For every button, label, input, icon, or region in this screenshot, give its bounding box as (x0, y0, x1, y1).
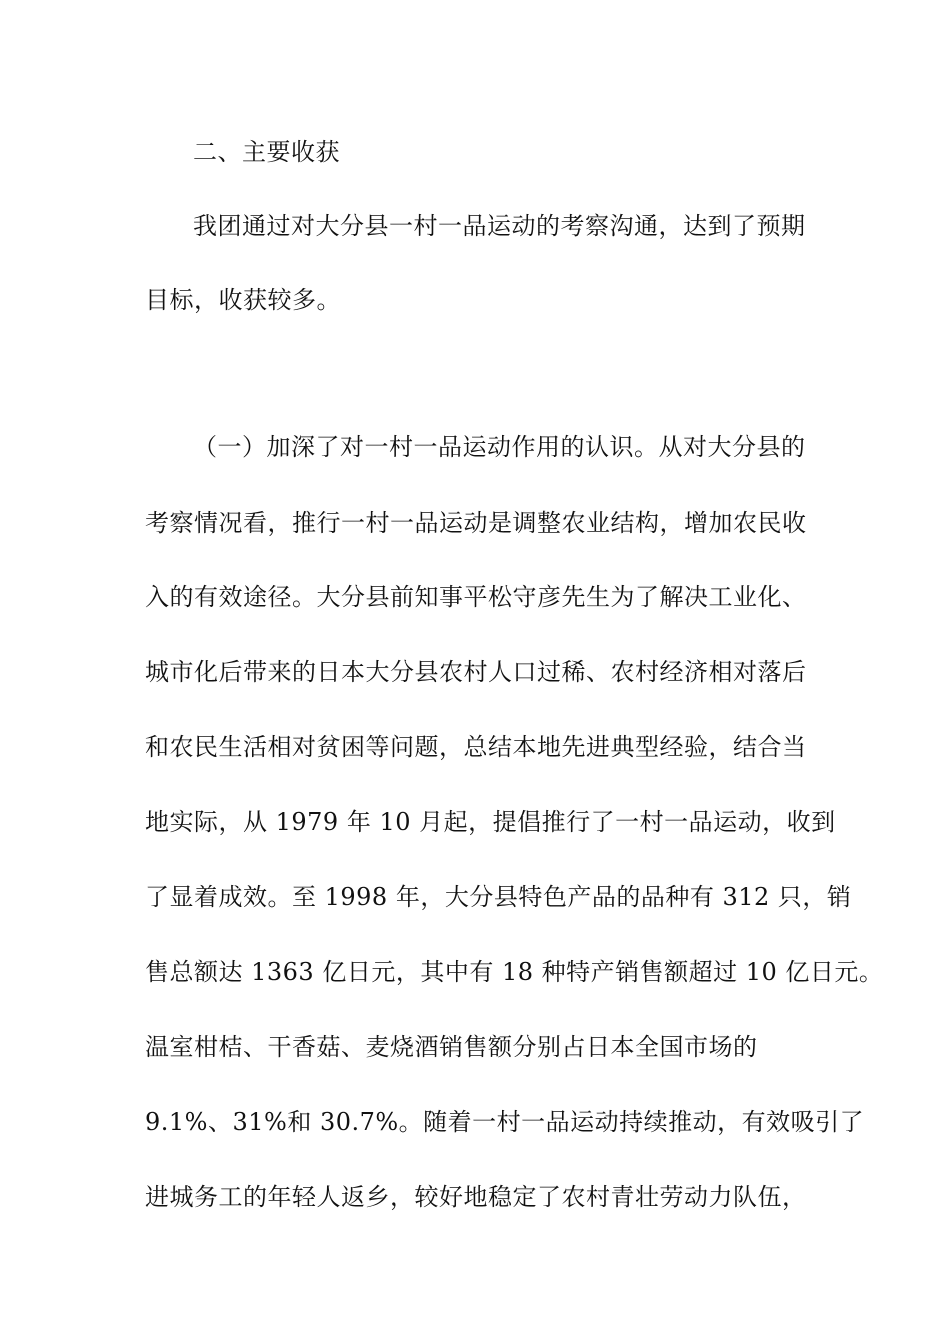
paragraph-line: （一）加深了对一村一品运动作用的认识。从对大分县的 (193, 433, 806, 461)
paragraph-line: 和农民生活相对贫困等问题，总结本地先进典型经验，结合当 (145, 733, 807, 761)
paragraph-line: 城市化后带来的日本大分县农村人口过稀、农村经济相对落后 (145, 658, 807, 686)
section-heading: 二、主要收获 (193, 138, 340, 166)
paragraph-line: 考察情况看，推行一村一品运动是调整农业结构，增加农民收 (145, 509, 807, 537)
paragraph-line: 入的有效途径。大分县前知事平松守彦先生为了解决工业化、 (145, 583, 807, 611)
intro-line: 目标，收获较多。 (145, 286, 341, 314)
paragraph-line: 9.1%、31%和 30.7%。随着一村一品运动持续推动，有效吸引了 (145, 1108, 865, 1136)
paragraph-line: 售总额达 1363 亿日元，其中有 18 种特产销售额超过 10 亿日元。 (145, 958, 884, 986)
paragraph-line: 地实际，从 1979 年 10 月起，提倡推行了一村一品运动，收到 (145, 808, 836, 836)
intro-line: 我团通过对大分县一村一品运动的考察沟通，达到了预期 (193, 212, 806, 240)
paragraph-line: 温室柑桔、干香菇、麦烧酒销售额分别占日本全国市场的 (145, 1033, 758, 1061)
paragraph-line: 了显着成效。至 1998 年，大分县特色产品的品种有 312 只，销 (145, 883, 852, 911)
paragraph-line: 进城务工的年轻人返乡，较好地稳定了农村青壮劳动力队伍， (145, 1183, 807, 1211)
